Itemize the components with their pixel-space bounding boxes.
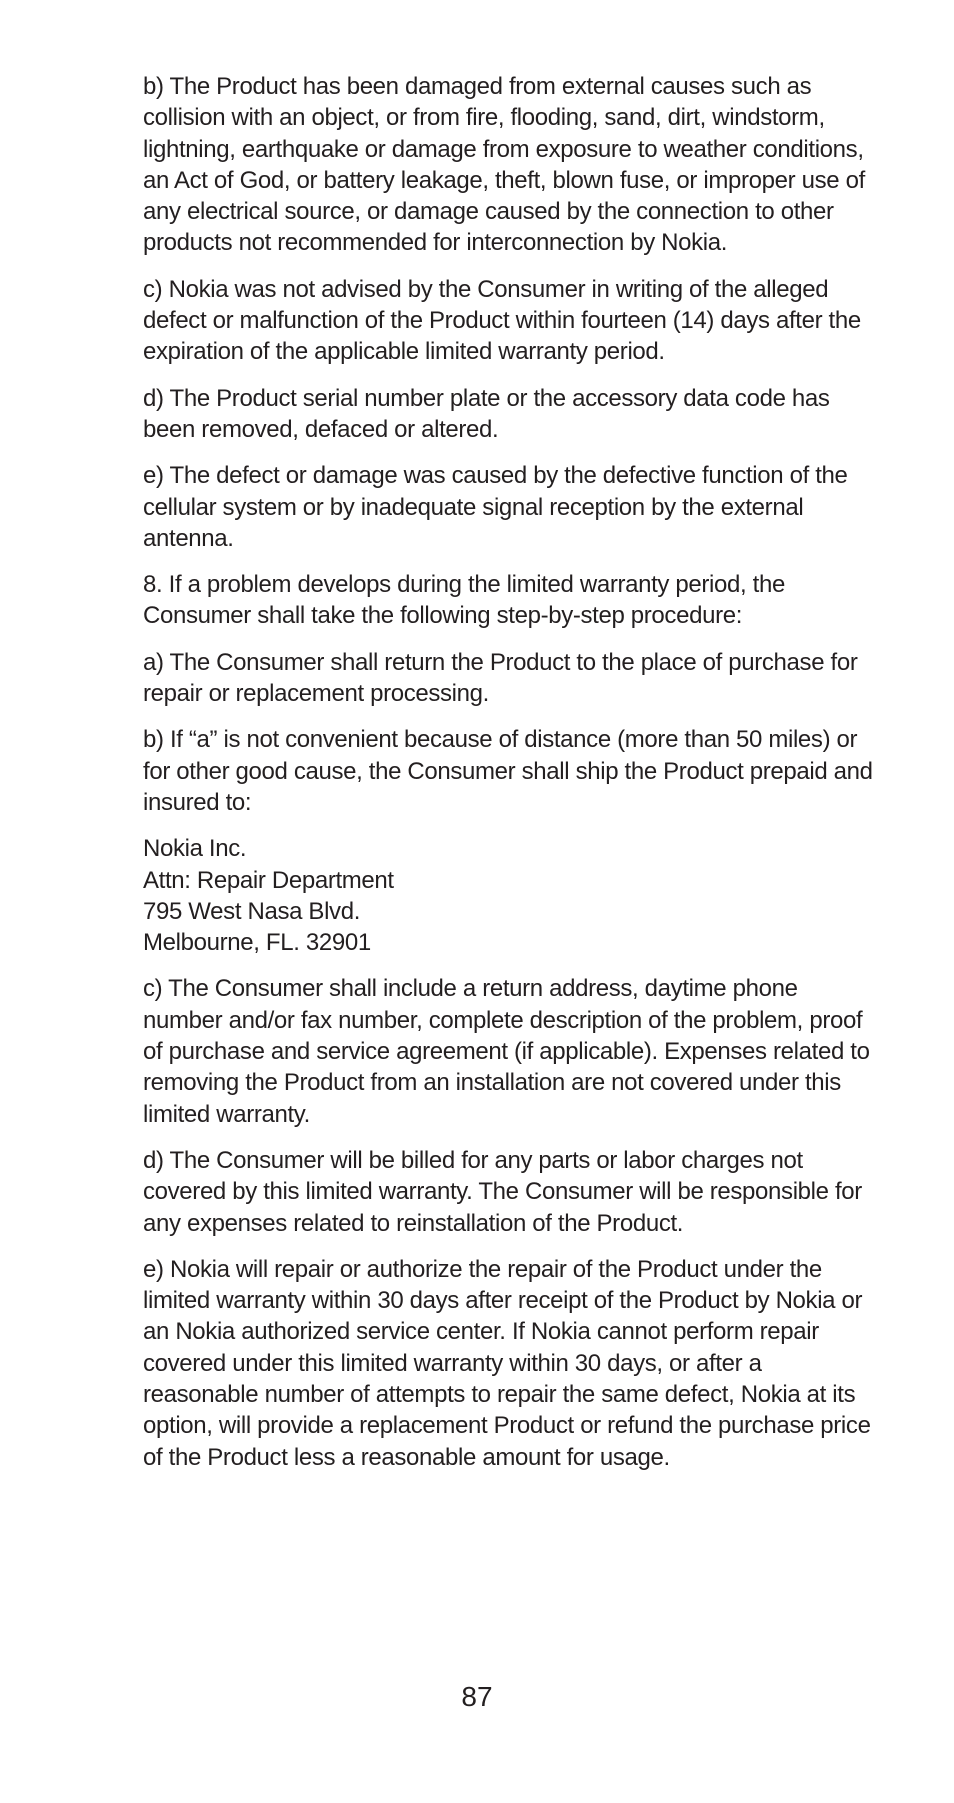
paragraph-return-to-purchase: a) The Consumer shall return the Product to the place of purchase for repair or replacement processing. — [143, 648, 858, 708]
paragraph-external-damage: b) The Product has been damaged from external causes such as collision with an object, or from fire, flooding, sand, dirt, windstorm, lightning, earthquake or damage from exposure to weather conditions, an Act of God, or battery leakage, theft, blown fuse, or improper use of any electrical source, or damage caused by the connection to other products not recommended for interconnection by Nokia. — [143, 73, 865, 257]
address-name: Nokia Inc. — [143, 835, 247, 863]
paragraph-procedure-intro: 8. If a problem develops during the limited warranty period, the Consumer shall take the following step-by-step procedure: — [143, 571, 785, 630]
paragraph-not-advised: c) Nokia was not advised by the Consumer in writing of the alleged defect or malfunction of the Product within fourteen (14) days after the expiration of the applicable limited warranty period. — [143, 275, 861, 366]
address-city: Melbourne, FL. 32901 — [143, 929, 371, 957]
page-number: 87 — [461, 1681, 493, 1712]
paragraph-repair-timeline: e) Nokia will repair or authorize the repair of the Product under the limited warranty within 30 days after receipt of the Product by Nokia or an Nokia authorized service center. If Nokia cannot perform repair covered under this limited warranty within 30 days, or after a reasonable number of attempts to repair the same defect, Nokia at its option, will provide a replacement Product or refund the purchase price of the Product less a reasonable amount for usage. — [143, 1255, 871, 1471]
address-attn: Attn: Repair Department — [143, 866, 394, 894]
paragraph-include-return-address: c) The Consumer shall include a return address, daytime phone number and/or fax number, complete description of the problem, proof of purchase and service agreement (if applicable). Expenses related to removing the Product from an installation are not covered under this limited warranty. — [143, 975, 870, 1128]
page-body — [143, 71, 883, 1488]
address-street: 795 West Nasa Blvd. — [143, 897, 361, 925]
paragraph-serial-removed: d) The Product serial number plate or the accessory data code has been removed, defaced or altered. — [143, 384, 830, 443]
paragraph-billing: d) The Consumer will be billed for any parts or labor charges not covered by this limited warranty. The Consumer will be responsible for any expenses related to reinstallation of the Product. — [143, 1146, 862, 1237]
repair-address-block — [143, 833, 883, 958]
paragraph-cellular-defect: e) The defect or damage was caused by the defective function of the cellular system or by inadequate signal reception by the external antenna. — [143, 462, 848, 552]
paragraph-ship-product: b) If “a” is not convenient because of distance (more than 50 miles) or for other good cause, the Consumer shall ship the Product prepaid and insured to: — [143, 726, 873, 816]
